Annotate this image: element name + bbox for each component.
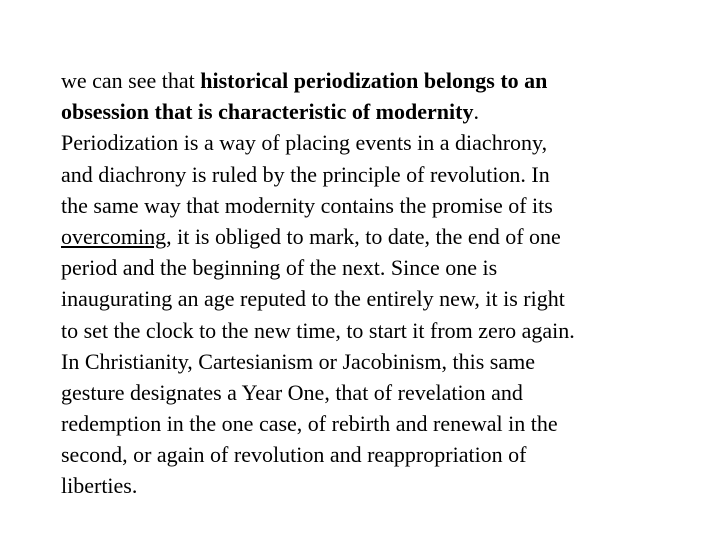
text-line: gesture designates a Year One, that of revelation and (61, 379, 523, 405)
text-line: redemption in the one case, of rebirth and renewal in the (61, 411, 558, 437)
text-line: the same way that modernity contains the promise of its (61, 192, 553, 218)
text-line: liberties. (61, 473, 138, 499)
text-line: Periodization is a way of placing events in a diachrony, (61, 130, 548, 156)
bold-text: obsession that is characteristic of modernity (61, 99, 474, 125)
text-run: . (473, 99, 479, 125)
text-line (61, 65, 701, 96)
body-paragraph (61, 65, 701, 502)
text-line (61, 221, 701, 252)
text-line: to set the clock to the new time, to start it from zero again. (61, 317, 575, 343)
text-line (61, 96, 701, 127)
bold-text: historical periodization belongs to an (200, 68, 548, 93)
text-line: inaugurating an age reputed to the entirely new, it is right (61, 286, 565, 312)
underlined-text: overcoming (61, 223, 167, 249)
text-line: In Christianity, Cartesianism or Jacobinism, this same (61, 348, 535, 374)
text-run: we can see that (61, 68, 201, 93)
text-line: period and the beginning of the next. Since one is (61, 255, 498, 281)
text-run: , it is obliged to mark, to date, the end of one (166, 223, 561, 249)
text-line: and diachrony is ruled by the principle of revolution. In (61, 161, 550, 187)
text-line: second, or again of revolution and reappropriation of (61, 442, 527, 468)
